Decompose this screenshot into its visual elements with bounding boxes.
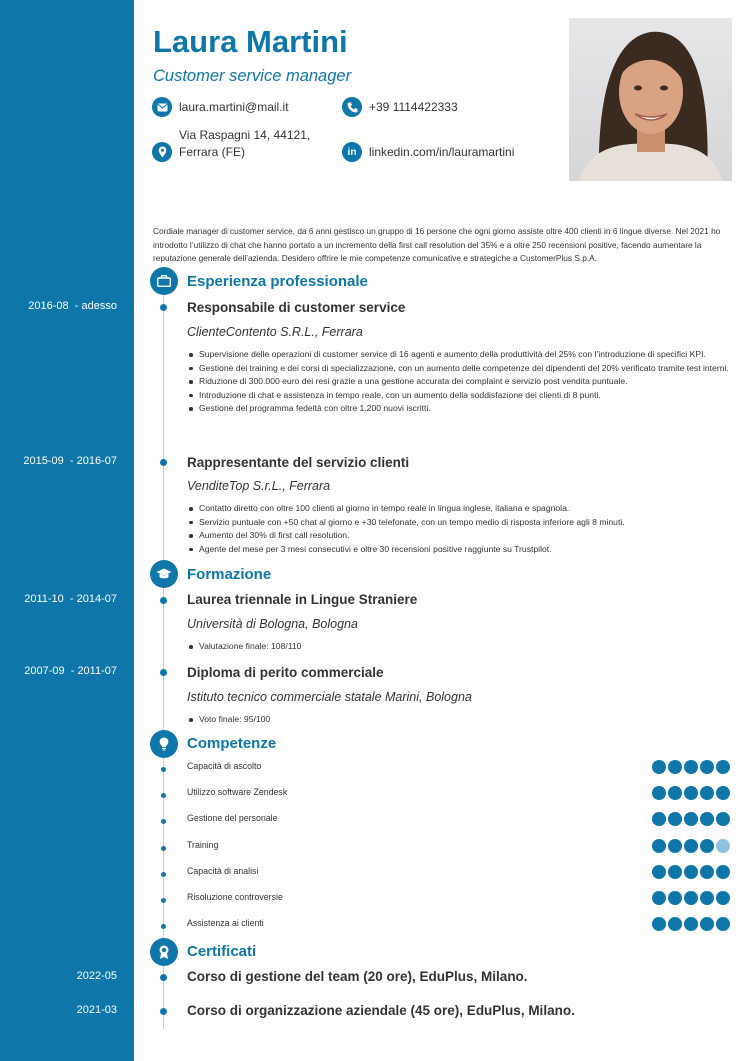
rating-dot-filled bbox=[668, 786, 682, 800]
rating-dot-filled bbox=[668, 812, 682, 826]
education-1-date: 2011-10 - 2014-07 bbox=[24, 593, 117, 605]
timeline-dot bbox=[160, 459, 167, 466]
skill-rating bbox=[652, 786, 730, 800]
lightbulb-icon bbox=[150, 730, 178, 758]
skill-name: Utilizzo software Zendesk bbox=[187, 787, 288, 797]
rating-dot-filled bbox=[700, 917, 714, 931]
experience-2-bullets bbox=[199, 502, 739, 556]
contact-address-line2: Ferrara (FE) bbox=[179, 145, 245, 159]
experience-2-date: 2015-09 - 2016-07 bbox=[23, 455, 117, 467]
graduation-cap-icon bbox=[150, 560, 178, 588]
list-item: Contatto diretto con oltre 100 clienti al giorno in tempo reale in lingua inglese, italiana e spagnola. bbox=[199, 502, 739, 516]
envelope-icon bbox=[152, 97, 172, 117]
education-1-school: Università di Bologna, Bologna bbox=[187, 617, 358, 631]
rating-dot-filled bbox=[716, 812, 730, 826]
phone-icon bbox=[342, 97, 362, 117]
skill-rating bbox=[652, 917, 730, 931]
skill-rating bbox=[652, 812, 730, 826]
list-item: Gestione del programma fedeltà con oltre 1.200 nuovi iscritti. bbox=[199, 402, 739, 416]
rating-dot-filled bbox=[652, 839, 666, 853]
rating-dot-filled bbox=[684, 917, 698, 931]
list-item: Agente del mese per 3 mesi consecutivi e oltre 30 recensioni positive raggiunte su Trustpilot. bbox=[199, 543, 739, 557]
skills-heading: Competenze bbox=[187, 735, 277, 752]
contact-phone[interactable]: +39 1114422333 bbox=[369, 100, 458, 114]
rating-dot-filled bbox=[700, 812, 714, 826]
award-icon bbox=[150, 938, 178, 966]
rating-dot-filled bbox=[716, 891, 730, 905]
skill-rating bbox=[652, 865, 730, 879]
certificate-2-date: 2021-03 bbox=[76, 1004, 117, 1016]
rating-dot-filled bbox=[684, 839, 698, 853]
experience-1-bullets bbox=[199, 348, 739, 416]
rating-dot-filled bbox=[700, 865, 714, 879]
rating-dot-filled bbox=[652, 917, 666, 931]
rating-dot-filled bbox=[700, 891, 714, 905]
rating-dot-filled bbox=[652, 865, 666, 879]
list-item: Supervisione delle operazioni di customer service di 16 agenti e aumento della produttività del 25% con l’introduzione di specifici KPI. bbox=[199, 348, 739, 362]
rating-dot-filled bbox=[652, 891, 666, 905]
experience-1-date: 2016-08 - adesso bbox=[28, 300, 117, 312]
timeline-dot bbox=[160, 597, 167, 604]
rating-dot-filled bbox=[716, 865, 730, 879]
skill-name: Assistenza ai clienti bbox=[187, 918, 264, 928]
education-2-bullets bbox=[199, 713, 739, 727]
timeline-dot bbox=[160, 304, 167, 311]
map-pin-icon bbox=[152, 142, 172, 162]
skill-rating bbox=[652, 891, 730, 905]
linkedin-icon: in bbox=[342, 142, 362, 162]
rating-dot-filled bbox=[684, 891, 698, 905]
skill-name: Risoluzione controversie bbox=[187, 892, 283, 902]
rating-dot-filled bbox=[716, 786, 730, 800]
briefcase-icon bbox=[150, 267, 178, 295]
timeline-dot bbox=[161, 872, 166, 877]
timeline-dot bbox=[160, 1008, 167, 1015]
list-item: Gestione dei training e dei corsi di specializzazione, con un aumento delle competenze dei dipendenti del 20% verificato tramite test interni. bbox=[199, 362, 739, 376]
certificate-1-title: Corso di gestione del team (20 ore), EduPlus, Milano. bbox=[187, 969, 528, 984]
rating-dot-filled bbox=[668, 865, 682, 879]
timeline-dot bbox=[160, 974, 167, 981]
list-item: Valutazione finale: 108/110 bbox=[199, 640, 739, 654]
education-heading: Formazione bbox=[187, 566, 272, 583]
skill-name: Capacità di ascolto bbox=[187, 761, 262, 771]
timeline-dot bbox=[161, 793, 166, 798]
rating-dot-filled bbox=[700, 839, 714, 853]
rating-dot-filled bbox=[668, 917, 682, 931]
skill-name: Training bbox=[187, 840, 219, 850]
rating-dot-filled bbox=[684, 760, 698, 774]
certificate-1-date: 2022-05 bbox=[76, 970, 117, 982]
skill-rating bbox=[652, 839, 730, 853]
skill-name: Capacità di analisi bbox=[187, 866, 259, 876]
timeline-dot bbox=[161, 846, 166, 851]
list-item: Riduzione di 300.000 euro dei resi grazie a una gestione accurata dei complaint e servizio post vendita puntuale. bbox=[199, 375, 739, 389]
rating-dot-filled bbox=[668, 891, 682, 905]
rating-dot-filled bbox=[652, 812, 666, 826]
timeline-dot bbox=[160, 669, 167, 676]
rating-dot-filled bbox=[700, 786, 714, 800]
contact-linkedin[interactable]: linkedin.com/in/lauramartini bbox=[369, 145, 515, 159]
list-item: Aumento del 30% di first call resolution. bbox=[199, 529, 739, 543]
education-2-date: 2007-09 - 2011-07 bbox=[24, 665, 117, 677]
list-item: Servizio puntuale con +50 chat al giorno e +30 telefonate, con un tempo medio di risposta inferiore agli 8 minuti. bbox=[199, 516, 739, 530]
rating-dot-filled bbox=[668, 760, 682, 774]
rating-dot-filled bbox=[668, 839, 682, 853]
timeline-dot bbox=[161, 767, 166, 772]
certificate-2-title: Corso di organizzazione aziendale (45 ore), EduPlus, Milano. bbox=[187, 1003, 575, 1018]
rating-dot-filled bbox=[684, 786, 698, 800]
experience-heading: Esperienza professionale bbox=[187, 273, 368, 290]
certificates-heading: Certificati bbox=[187, 943, 257, 960]
rating-dot-filled bbox=[684, 865, 698, 879]
list-item: Introduzione di chat e assistenza in tempo reale, con un aumento della soddisfazione dei clienti di 8 punti. bbox=[199, 389, 739, 403]
profile-photo bbox=[569, 18, 732, 181]
rating-dot-filled bbox=[652, 760, 666, 774]
candidate-name: Laura Martini bbox=[153, 24, 348, 59]
timeline-dot bbox=[161, 819, 166, 824]
profile-summary: Cordiale manager di customer service, da 6 anni gestisco un gruppo di 16 persone che ogni giorno assiste oltre 400 clienti in 6 lingue diverse. Nel 2021 ho introdotto l’utilizzo di chat che hanno portato a un incremento della first call resolution del 35% e a oltre 250 recensioni positive, facendo aumentare la reputazione generale dell’azienda. Desidero offrire le mie competenze comunicative e strategiche a CustomerPlus S.p.A. bbox=[153, 226, 721, 264]
rating-dot-filled bbox=[684, 812, 698, 826]
contact-address-line1: Via Raspagni 14, 44121, bbox=[179, 128, 311, 142]
education-2-school: Istituto tecnico commerciale statale Marini, Bologna bbox=[187, 690, 472, 704]
rating-dot-filled bbox=[716, 917, 730, 931]
rating-dot-filled bbox=[700, 760, 714, 774]
skill-rating bbox=[652, 760, 730, 774]
experience-1-company: ClienteContento S.R.L., Ferrara bbox=[187, 325, 363, 339]
skill-name: Gestione del personale bbox=[187, 813, 278, 823]
rating-dot-empty bbox=[716, 839, 730, 853]
timeline-dot bbox=[161, 898, 166, 903]
experience-2-title: Rappresentante del servizio clienti bbox=[187, 455, 410, 470]
timeline-line bbox=[163, 283, 164, 1029]
job-title: Customer service manager bbox=[153, 67, 352, 85]
timeline-dot bbox=[161, 924, 166, 929]
education-1-title: Laurea triennale in Lingue Straniere bbox=[187, 592, 418, 607]
education-1-bullets bbox=[199, 640, 739, 654]
experience-1-title: Responsabile di customer service bbox=[187, 300, 406, 315]
contact-email[interactable]: laura.martini@mail.it bbox=[179, 100, 289, 114]
list-item: Voto finale: 95/100 bbox=[199, 713, 739, 727]
rating-dot-filled bbox=[652, 786, 666, 800]
sidebar bbox=[0, 0, 134, 1061]
rating-dot-filled bbox=[716, 760, 730, 774]
experience-2-company: VenditeTop S.r.L., Ferrara bbox=[187, 479, 331, 493]
education-2-title: Diploma di perito commerciale bbox=[187, 665, 384, 680]
